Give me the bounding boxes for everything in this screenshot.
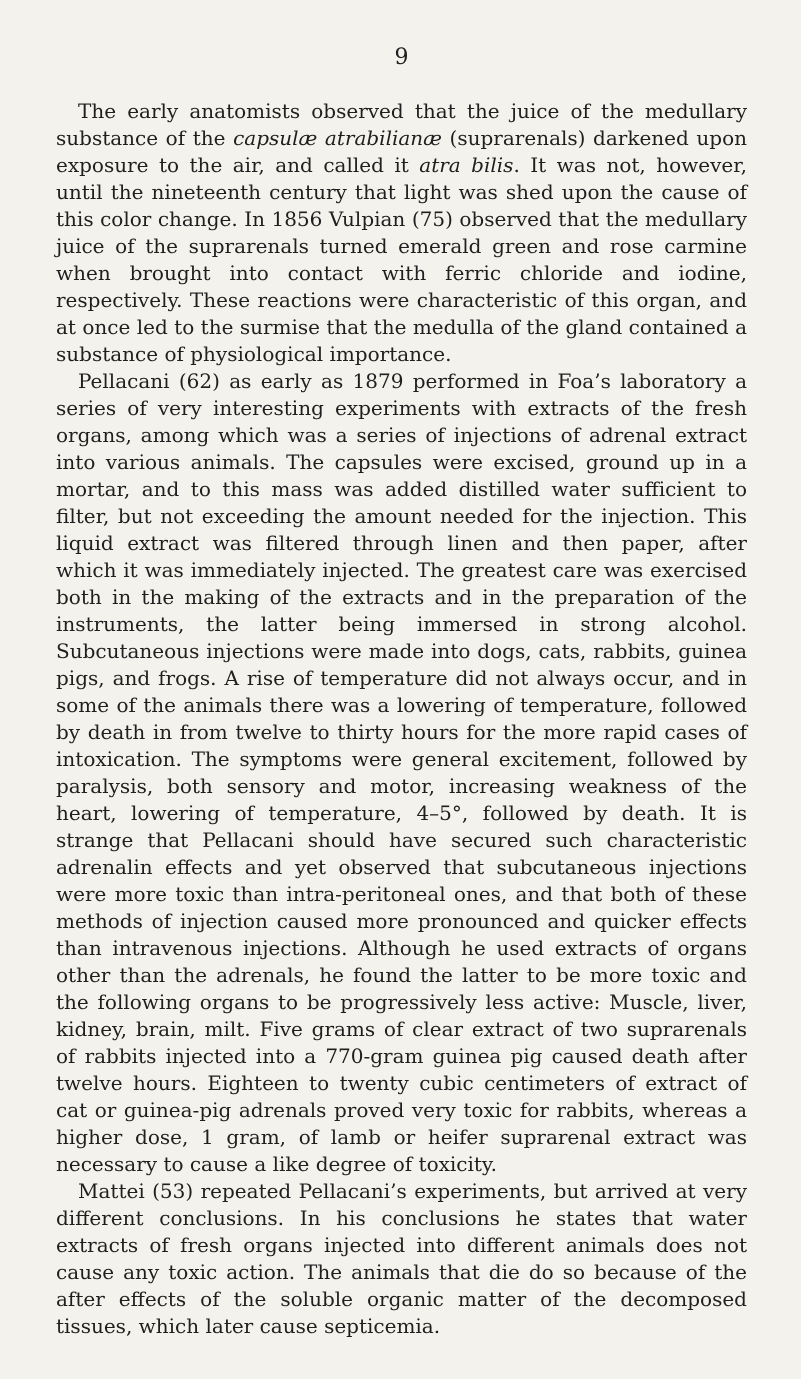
page-number: 9 xyxy=(394,45,409,70)
italic-term: capsulæ atrabilianæ xyxy=(233,126,442,150)
paragraph-text: The early anatomists observed that the juice of the medullary substance of the xyxy=(56,99,747,150)
paragraph-text: (suprarenals) darkened upon exposure to the air, and called it xyxy=(56,126,748,177)
paragraph-text: . It was not, however, until the nineteenth century that light was shed upon the cause of this color change. In 1856 Vulpian (75) observed that the medullary juice of the suprarenals turned emerald green and rose carmine when brought into contact with ferric chloride and iodine, respectively. These reactions were characteristic of this organ, and at once led to the surmise that the medulla of the gland contained a substance of physiological importance. xyxy=(56,153,747,366)
paragraph-pellacani: Pellacani (62) as early as 1879 performed in Foa’s laboratory a series of very interesting experiments with extracts of the fresh organs, among which was a series of injections of adrenal extract into various animals. The capsules were excised, ground up in a mortar, and to this mass was added distilled water sufficient to filter, but not exceeding the amount needed for the injection. This liquid extract was filtered through linen and then paper, after which it was immediately injected. The greatest care was exercised both in the making of the extracts and in the preparation of the instruments, the latter being immersed in strong alcohol. Subcutaneous injections were made into dogs, cats, rabbits, guinea pigs, and frogs. A rise of temperature did not always occur, and in some of the animals there was a lowering of temperature, followed by death in from twelve to thirty hours for the more rapid cases of intoxication. The symptoms were general excitement, followed by paralysis, both sensory and motor, increasing weakness of the heart, lowering of temperature, 4–5°, followed by death. It is strange that Pellacani should have secured such characteristic adrenalin effects and yet observed that subcutaneous injections were more toxic than intra-peritoneal ones, and that both of these methods of injection caused more pronounced and quicker effects than intravenous injections. Although he used extracts of organs other than the adrenals, he found the latter to be more toxic and the following organs to be progressively less active: Muscle, liver, kidney, brain, milt. Five grams of clear extract of two suprarenals of rabbits injected into a 770-gram guinea pig caused death after twelve hours. Eighteen to twenty cubic centimeters of extract of cat or guinea-pig adrenals proved very toxic for rabbits, whereas a higher dose, 1 gram, of lamb or heifer suprarenal extract was necessary to cause a like degree of toxicity. xyxy=(56,369,747,1176)
italic-term: atra bilis xyxy=(419,153,514,177)
paragraph-vulpian xyxy=(56,98,747,368)
body-text xyxy=(56,98,747,1340)
paragraph-mattei: Mattei (53) repeated Pellacani’s experiments, but arrived at very different conclusions. In his conclusions he states that water extracts of fresh organs injected into different animals does not cause any toxic action. The animals that die do so because of the after effects of the soluble organic matter of the decomposed tissues, which later cause septicemia. xyxy=(56,1179,747,1338)
